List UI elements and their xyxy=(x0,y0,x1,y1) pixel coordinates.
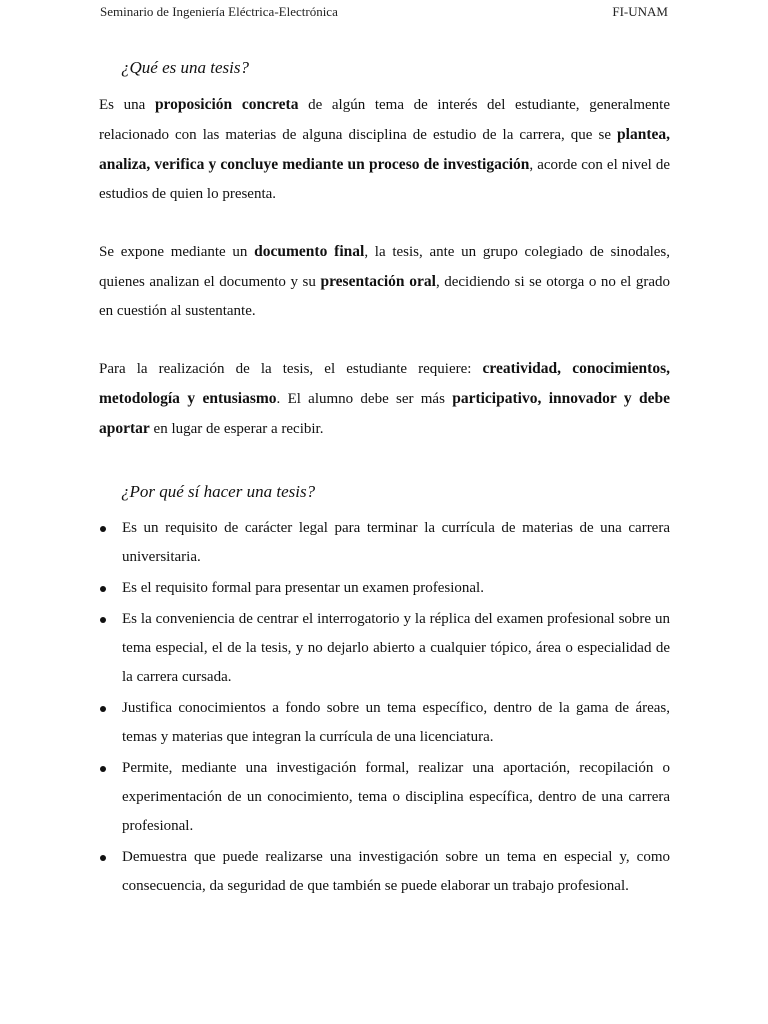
bullet-icon xyxy=(100,617,106,623)
list-item-text: Es el requisito formal para presentar un examen profesional. xyxy=(122,580,484,596)
bullet-icon xyxy=(100,586,106,592)
bullet-icon xyxy=(100,526,106,532)
text-run: . El alumno debe ser más xyxy=(276,391,453,407)
bullet-icon xyxy=(100,855,106,861)
bullet-icon xyxy=(100,706,106,712)
header-left-text: Seminario de Ingeniería Eléctrica-Electrónica xyxy=(100,4,338,19)
list-item-text: Es un requisito de carácter legal para terminar la currícula de materias de una carrera universitaria. xyxy=(122,520,670,565)
bold-run: participativo, innovador y debe aportar xyxy=(99,390,671,437)
text-run: , decidiendo si se otorga o no el grado en cuestión al sustentante. xyxy=(99,274,670,319)
list-item xyxy=(99,574,670,603)
list-item-text: Es la conveniencia de centrar el interrogatorio y la réplica del examen profesional sobre un tema especial, el de la tesis, y no dejarlo abierto a cualquier tópico, área o especialidad de la carrera cursada. xyxy=(122,611,670,685)
bold-run: plantea, analiza, verifica y concluye mediante un proceso de investigación xyxy=(99,126,670,173)
bullet-icon xyxy=(100,766,106,772)
list-item xyxy=(99,605,670,692)
document-body xyxy=(99,56,670,903)
bold-run: presentación oral xyxy=(320,273,436,290)
list-item-text: Justifica conocimientos a fondo sobre un tema específico, dentro de la gama de áreas, temas y materias que integran la currícula de una licenciatura. xyxy=(122,700,670,745)
text-run: , la tesis, ante un grupo colegiado de sinodales, quienes analizan el documento y su xyxy=(99,244,671,290)
bold-run: proposición concreta xyxy=(154,96,299,113)
page-header xyxy=(100,0,668,24)
text-run: Es una xyxy=(99,97,155,113)
paragraph-exposicion xyxy=(99,237,670,326)
text-run: Se expone mediante un xyxy=(99,244,255,260)
bold-run: creatividad, conocimientos, metodología y entusiasmo xyxy=(99,360,670,407)
section-title-que-es: ¿Qué es una tesis? xyxy=(121,58,249,77)
header-right-text: FI-UNAM xyxy=(612,4,668,19)
list-item xyxy=(99,694,670,752)
list-item xyxy=(99,843,670,901)
list-item-text: Permite, mediante una investigación formal, realizar una aportación, recopilación o experimentación de un conocimiento, tema o disciplina específica, dentro de una carrera profesional. xyxy=(122,760,670,834)
list-item xyxy=(99,514,670,572)
bullet-list xyxy=(99,514,670,901)
text-run: Para la realización de la tesis, el estudiante requiere: xyxy=(99,361,483,377)
list-item xyxy=(99,754,670,841)
paragraph-requisitos xyxy=(99,354,670,444)
text-run: , acorde con el nivel de estudios de quien lo presenta. xyxy=(99,157,670,202)
bold-run: documento final xyxy=(254,243,365,260)
section-title-por-que: ¿Por qué sí hacer una tesis? xyxy=(121,482,316,501)
list-item-text: Demuestra que puede realizarse una investigación sobre un tema en especial y, como consecuencia, da seguridad de que también se puede elaborar un trabajo profesional. xyxy=(122,849,670,894)
text-run: en lugar de esperar a recibir. xyxy=(149,421,324,437)
text-run: de algún tema de interés del estudiante, generalmente relacionado con las materias de alguna disciplina de estudio de la carrera, que se xyxy=(99,97,670,143)
paragraph-definicion xyxy=(99,90,670,209)
